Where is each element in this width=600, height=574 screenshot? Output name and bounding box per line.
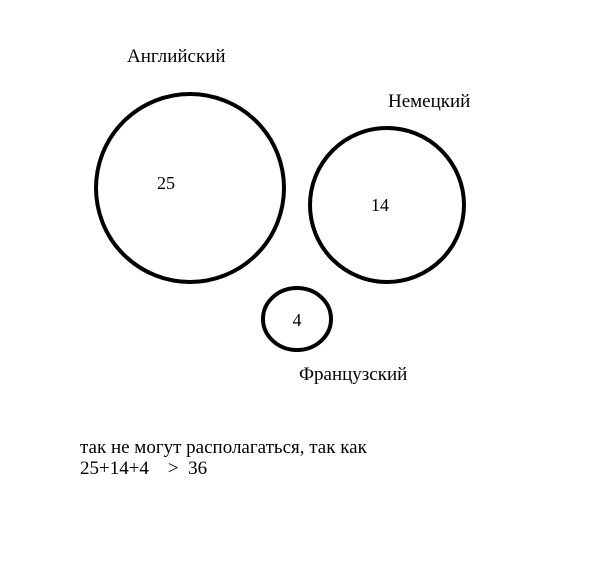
german-label: Немецкий [388, 91, 471, 112]
explanation-line-2: 25+14+4 > 36 [80, 458, 208, 479]
english-label: Английский [127, 46, 226, 67]
german-count: 14 [371, 195, 389, 215]
french-label: Французский [299, 364, 408, 385]
french-count: 4 [292, 310, 302, 330]
english-circle [96, 94, 284, 282]
explanation-line-1: так не могут располагаться, так как [80, 437, 367, 458]
english-count: 25 [157, 173, 175, 193]
